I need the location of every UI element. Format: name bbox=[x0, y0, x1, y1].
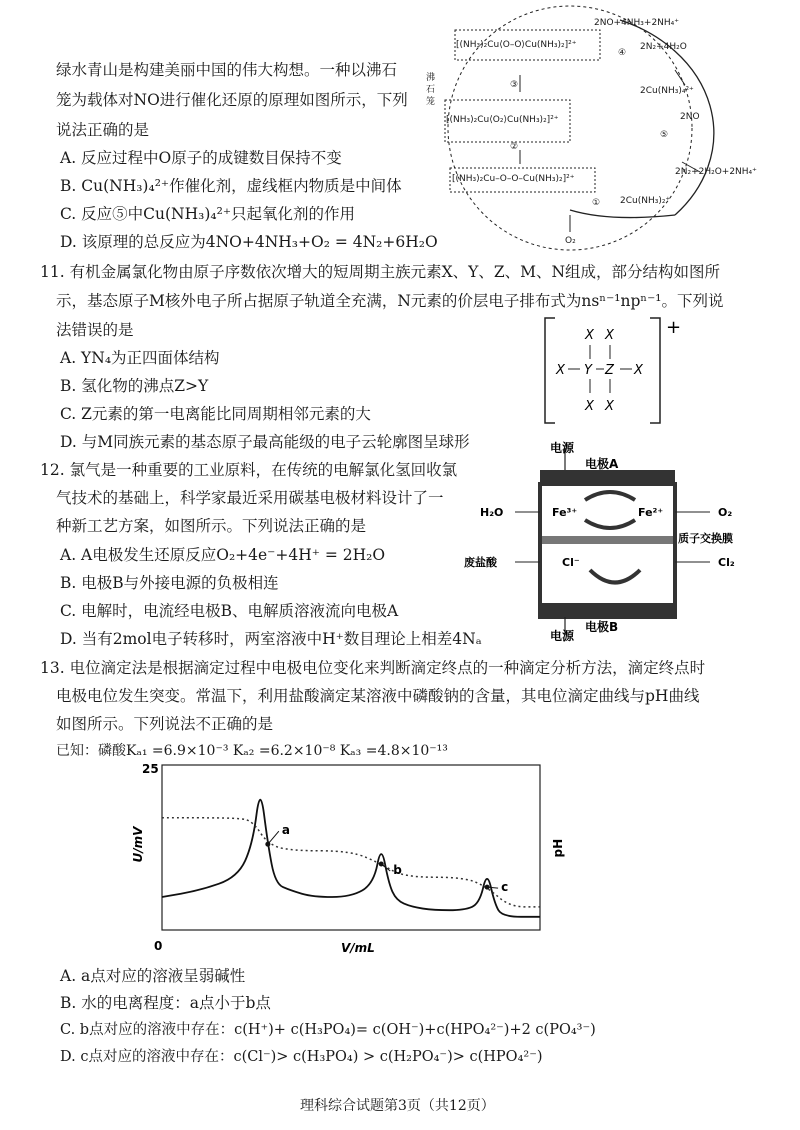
fe2-label: Fe²⁺ bbox=[638, 506, 664, 519]
series-ph-line bbox=[162, 818, 540, 907]
atom-z: Z bbox=[605, 363, 614, 378]
step-4: ④ bbox=[618, 48, 627, 58]
membrane-label: 质子交换膜 bbox=[678, 532, 733, 545]
electrode-b bbox=[540, 603, 675, 617]
q13-option-a: A. a点对应的溶液呈弱碱性 bbox=[60, 967, 246, 985]
q10-cycle-diagram bbox=[420, 0, 800, 255]
atom-y: Y bbox=[584, 363, 592, 378]
step-3: ③ bbox=[510, 80, 519, 90]
q11-structure-diagram bbox=[540, 315, 700, 430]
power-bottom: 电源 bbox=[550, 629, 575, 643]
atom-x-left: X bbox=[556, 363, 565, 378]
no-input: 2NO bbox=[680, 112, 700, 122]
atom-x-top-left: X bbox=[585, 328, 594, 343]
fe3-label: Fe³⁺ bbox=[552, 506, 578, 519]
power-top: 电源 bbox=[550, 441, 575, 455]
step-1: ① bbox=[592, 198, 601, 208]
o2-label: O₂ bbox=[718, 506, 733, 519]
q12-stem-line-2: 气技术的基础上，科学家最近采用碳基电极材料设计了一 bbox=[56, 489, 444, 507]
y-top-tick: 25 bbox=[142, 762, 159, 776]
q10-option-d: D. 该原理的总反应为4NO+4NH₃+O₂ = 4N₂+6H₂O bbox=[60, 233, 438, 251]
q11-stem-line-2: 示，基态原子M核外电子所占据原子轨道全充满，N元素的价层电子排布式为nsⁿ⁻¹npⁿ⁻¹。下列说 bbox=[56, 292, 724, 310]
q13-option-b: B. 水的电离程度：a点小于b点 bbox=[60, 994, 271, 1012]
q13-stem-line-3: 如图所示。下列说法不正确的是 bbox=[56, 715, 274, 733]
species-o-o-bridged: [(NH₃)₂Cu⟨O–O⟩Cu(NH₃)₂]²⁺ bbox=[456, 40, 577, 50]
q11-option-b: B. 氢化物的沸点Z>Y bbox=[60, 377, 209, 395]
bottom-products: 2N₂+2H₂O+2NH₄⁺ bbox=[675, 167, 757, 177]
atom-x-bottom-left: X bbox=[585, 399, 594, 414]
q11-option-d: D. 与M同族元素的基态原子最高能级的电子云轮廓图呈球形 bbox=[60, 433, 470, 451]
q13-option-d: D. c点对应的溶液中存在：c(Cl⁻)> c(H₃PO₄) > c(H₂PO₄⁻)> c(HPO₄²⁻) bbox=[60, 1049, 543, 1065]
cell-body bbox=[540, 484, 675, 617]
cu-diammine: 2Cu(NH₃)₂⁺ bbox=[620, 196, 671, 206]
point-c-label: c bbox=[501, 880, 509, 895]
q12-option-d: D. 当有2mol电子转移时，两室溶液中H⁺数目理论上相差4Nₐ bbox=[60, 630, 482, 648]
x-axis-label: V/mL bbox=[341, 941, 375, 955]
q11-option-c: C. Z元素的第一电离能比同周期相邻元素的大 bbox=[60, 405, 371, 423]
species-o2-bridged: [(NH₃)₂Cu⟨O₂⟩Cu(NH₃)₂]²⁺ bbox=[446, 115, 559, 125]
cl-minus-label: Cl⁻ bbox=[562, 556, 580, 569]
point-a-label: a bbox=[281, 823, 290, 838]
species-peroxo: [(NH₃)₂Cu–O–O–Cu(NH₃)₂]²⁺ bbox=[452, 174, 575, 184]
electrode-b-label: 电极B bbox=[585, 620, 619, 634]
cu-tetraammine: 2Cu(NH₃)₄²⁺ bbox=[640, 86, 694, 96]
q12-option-c: C. 电解时，电流经电极B、电解质溶液流向电极A bbox=[60, 602, 399, 620]
proton-membrane bbox=[542, 536, 673, 544]
charge-plus: + bbox=[666, 317, 682, 338]
point-b-label: b bbox=[393, 863, 402, 877]
o2-label: O₂ bbox=[565, 236, 576, 246]
q10-option-c: C. 反应⑤中Cu(NH₃)₄²⁺只起氧化剂的作用 bbox=[60, 205, 356, 223]
step-2: ② bbox=[510, 142, 519, 152]
q11-stem-line-3: 法错误的是 bbox=[56, 321, 134, 339]
cl2-label: Cl₂ bbox=[718, 556, 735, 569]
q12-option-b: B. 电极B与外接电源的负极相连 bbox=[60, 574, 279, 592]
x-origin-label: 0 bbox=[154, 939, 163, 953]
q12-option-a: A. A电极发生还原反应O₂+4e⁻+4H⁺ = 2H₂O bbox=[60, 546, 386, 564]
electrode-a bbox=[540, 470, 675, 484]
arrow-cu-tetra bbox=[675, 70, 685, 85]
h2o-label: H₂O bbox=[480, 506, 504, 519]
step-5: ⑤ bbox=[660, 130, 669, 140]
q10-option-a: A. 反应过程中O原子的成键数目保持不变 bbox=[60, 149, 342, 167]
q13-option-c: C. b点对应的溶液中存在：c(H⁺)+ c(H₃PO₄)= c(OH⁻)+c(HPO₄²⁻)+2 c(PO₄³⁻) bbox=[60, 1022, 596, 1038]
atom-x-right: X bbox=[634, 363, 643, 378]
q10-option-b: B. Cu(NH₃)₄²⁺作催化剂，虚线框内物质是中间体 bbox=[60, 177, 402, 195]
left-bracket bbox=[545, 318, 555, 423]
right-bracket bbox=[650, 318, 660, 423]
q13-stem-line-2: 电极电位发生突变。常温下，利用盐酸滴定某溶液中磷酸钠的含量，其电位滴定曲线与pH曲线 bbox=[56, 687, 700, 705]
q10-stem-line-2: 笼为载体对NO进行催化还原的原理如图所示，下列 bbox=[56, 91, 408, 109]
top-products: 2N₂+4H₂O bbox=[640, 42, 687, 52]
q10-stem-line-1: 绿水青山是构建美丽中国的伟大构想。一种以沸石 bbox=[56, 61, 398, 79]
zeolite-label: 沸 石 笼 bbox=[426, 73, 436, 107]
q13-given: 已知：磷酸Kₐ₁ =6.9×10⁻³ Kₐ₂ =6.2×10⁻⁸ Kₐ₃ =4.8×10⁻¹³ bbox=[56, 743, 448, 759]
q12-stem-line-1: 12. 氯气是一种重要的工业原料，在传统的电解氯化氢回收氯 bbox=[40, 461, 458, 479]
y2-axis-label: pH bbox=[551, 838, 565, 858]
q11-stem-line-1: 11. 有机金属氯化物由原子序数依次增大的短周期主族元素X、Y、Z、M、N组成，部分结构如图所 bbox=[40, 263, 721, 281]
titration-chart bbox=[120, 760, 580, 960]
q11-option-a: A. YN₄为正四面体结构 bbox=[60, 349, 220, 367]
top-reactants: 2NO+4NH₃+2NH₄⁺ bbox=[594, 18, 680, 28]
electrode-a-label: 电极A bbox=[585, 457, 619, 471]
chart-frame bbox=[162, 765, 540, 930]
atom-x-bottom-right: X bbox=[605, 399, 614, 414]
q12-stem-line-3: 种新工艺方案，如图所示。下列说法正确的是 bbox=[56, 517, 367, 535]
q12-electrolysis-diagram bbox=[464, 440, 770, 643]
atom-x-top-right: X bbox=[605, 328, 614, 343]
waste-hcl-label: 废盐酸 bbox=[464, 556, 497, 569]
page-footer: 理科综合试题第3页（共12页） bbox=[300, 1098, 495, 1114]
y-axis-label: U/mV bbox=[131, 826, 145, 863]
point-a-leader bbox=[268, 831, 279, 844]
q10-stem-line-3: 说法正确的是 bbox=[56, 121, 150, 139]
q13-stem-line-1: 13. 电位滴定法是根据滴定过程中电极电位变化来判断滴定终点的一种滴定分析方法，滴定终点时 bbox=[40, 659, 706, 677]
